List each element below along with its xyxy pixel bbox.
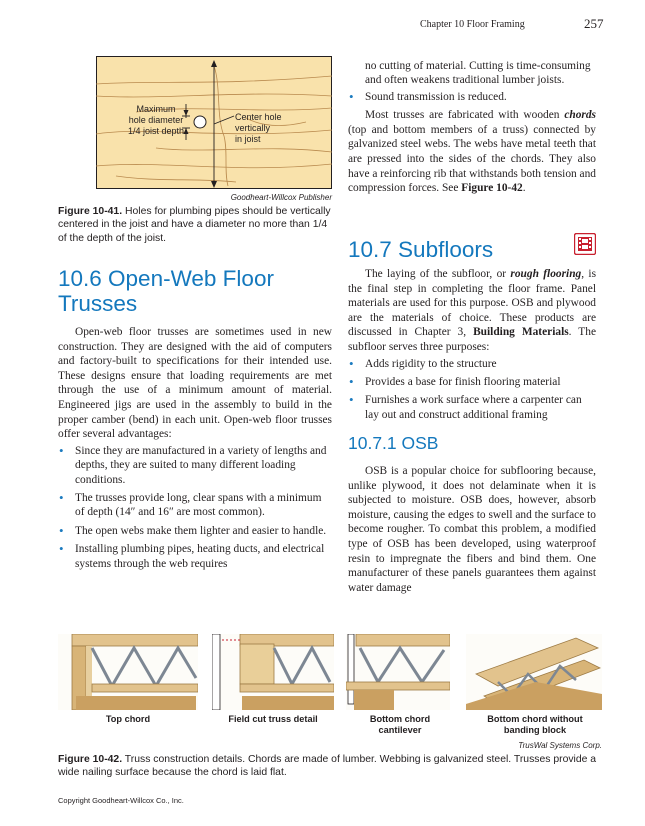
figure-10-42-caption — [58, 753, 602, 780]
list-item: • Sound transmission is reduced. — [348, 90, 596, 104]
video-film-icon[interactable] — [574, 233, 596, 255]
running-head: Chapter 10 Floor Framing — [420, 19, 525, 30]
list-item: • The open webs make them lighter and easier to handle. — [58, 524, 332, 538]
label-maximum-hole: Maximum hole diameter 1/4 joist depth — [127, 104, 185, 136]
figure-10-41-caption — [58, 205, 332, 245]
figure-10-42-caption-label: Figure 10-42. — [58, 754, 123, 765]
section-10-6-body — [58, 325, 332, 575]
sub-label-without-banding: Bottom chord without banding block — [487, 714, 583, 735]
section-10-7-1-body — [348, 464, 596, 595]
photo-bottom-chord-without-banding — [466, 634, 602, 710]
heading-10-7-1: 10.7.1 OSB — [348, 433, 439, 453]
sub-label-top-chord: Top chord — [105, 714, 151, 724]
list-item: • Adds rigidity to the structure — [348, 357, 596, 371]
label-center-hole: Center hole vertically in joist — [235, 112, 282, 144]
figure-10-41-credit: Goodheart-Willcox Publisher — [230, 193, 332, 202]
sub-label-field-cut: Field cut truss detail — [228, 714, 318, 724]
page-number: 257 — [584, 16, 604, 31]
photo-field-cut-truss — [212, 634, 334, 710]
list-item: • Provides a base for finish flooring material — [348, 375, 596, 389]
photo-top-chord — [58, 634, 198, 710]
list-item: • The trusses provide long, clear spans with a minimum of depth (14″ and 16″ are most common). — [58, 491, 332, 520]
list-item: • Since they are manufactured in a variety of lengths and depths, they are suited to many different loading conditions. — [58, 444, 332, 487]
section-10-6-intro: Open-web floor trusses are sometimes used in new construction. They are designed with the aid of computers and factory-built to specifications for their intended use. These designs ensure that loading requirements are met through the use of a minimum amount of material. Engineered jigs are used in the assembly to build in the proper camber (bend) in each unit. Open-web floor trusses offer several advantages: — [58, 326, 332, 441]
subfloor-paragraph: The laying of the subfloor, or rough flooring, is the final step in completing the floor frame. Panel materials are used for this purpose. OSB and plywood are the materials of choice. These products are discussed in Chapter 3, Building Materials. The subfloor serves three purposes: — [348, 268, 597, 353]
chords-paragraph: Most trusses are fabricated with wooden chords (top and bottom members of a truss) connected by galvanized steel webs. The webs have metal teeth that are pressed into the sides of the chords. They also have a reinforcing rib that withstands both tension and compression forces. See Figure 10-42. — [348, 109, 597, 195]
right-column-top — [348, 59, 596, 196]
figure-10-42-credit: TrusWal Systems Corp. — [518, 741, 602, 750]
ref-figure-10-42: Figure 10-42 — [461, 182, 523, 195]
continued-bullet: no cutting of material. Cutting is time-consuming and often weakens traditional lumber joists. — [365, 60, 591, 87]
heading-10-7: 10.7 Subfloors — [348, 237, 494, 262]
figure-10-41-caption-label: Figure 10-41. — [58, 206, 123, 217]
figure-10-41-caption-text: Holes for plumbing pipes should be vertically centered in the joist and have a diameter no more than 1/4 of the depth of the joist. — [58, 206, 331, 244]
term-chords: chords — [564, 109, 596, 122]
sub-label-cantilever: Bottom chord cantilever — [369, 714, 431, 735]
list-item: • Installing plumbing pipes, heating ducts, and electrical systems through the web requires — [58, 542, 332, 571]
photo-bottom-chord-cantilever — [346, 634, 450, 710]
sound-list — [348, 90, 596, 104]
list-item: • Furnishes a work surface where a carpenter can lay out and construct additional framing — [348, 393, 596, 422]
advantages-list — [58, 444, 332, 571]
osb-paragraph: OSB is a popular choice for subflooring because, unlike plywood, it does not delaminate when it is subjected to moisture. OSB does, however, absorb moisture, causing the edges to swell and the surface to become rougher. To combat this problem, a modified type of OSB has been developed, using waterproof resin to impregnate the fibers and bind them. One manufacturer of these panels guarantees them against water damage — [348, 465, 596, 594]
ref-building-materials: Building Materials — [473, 326, 569, 339]
section-10-7-body — [348, 267, 596, 426]
figure-10-42-caption-text: Truss construction details. Chords are made of lumber. Webbing is galvanized steel. Trusses provide a wide nailing surface because the chord is laid flat. — [58, 754, 597, 779]
subfloor-purposes-list — [348, 357, 596, 423]
heading-10-6: 10.6 Open-Web Floor Trusses — [58, 266, 274, 316]
copyright: Copyright Goodheart-Willcox Co., Inc. — [58, 796, 184, 805]
term-rough-flooring: rough flooring — [510, 268, 582, 280]
